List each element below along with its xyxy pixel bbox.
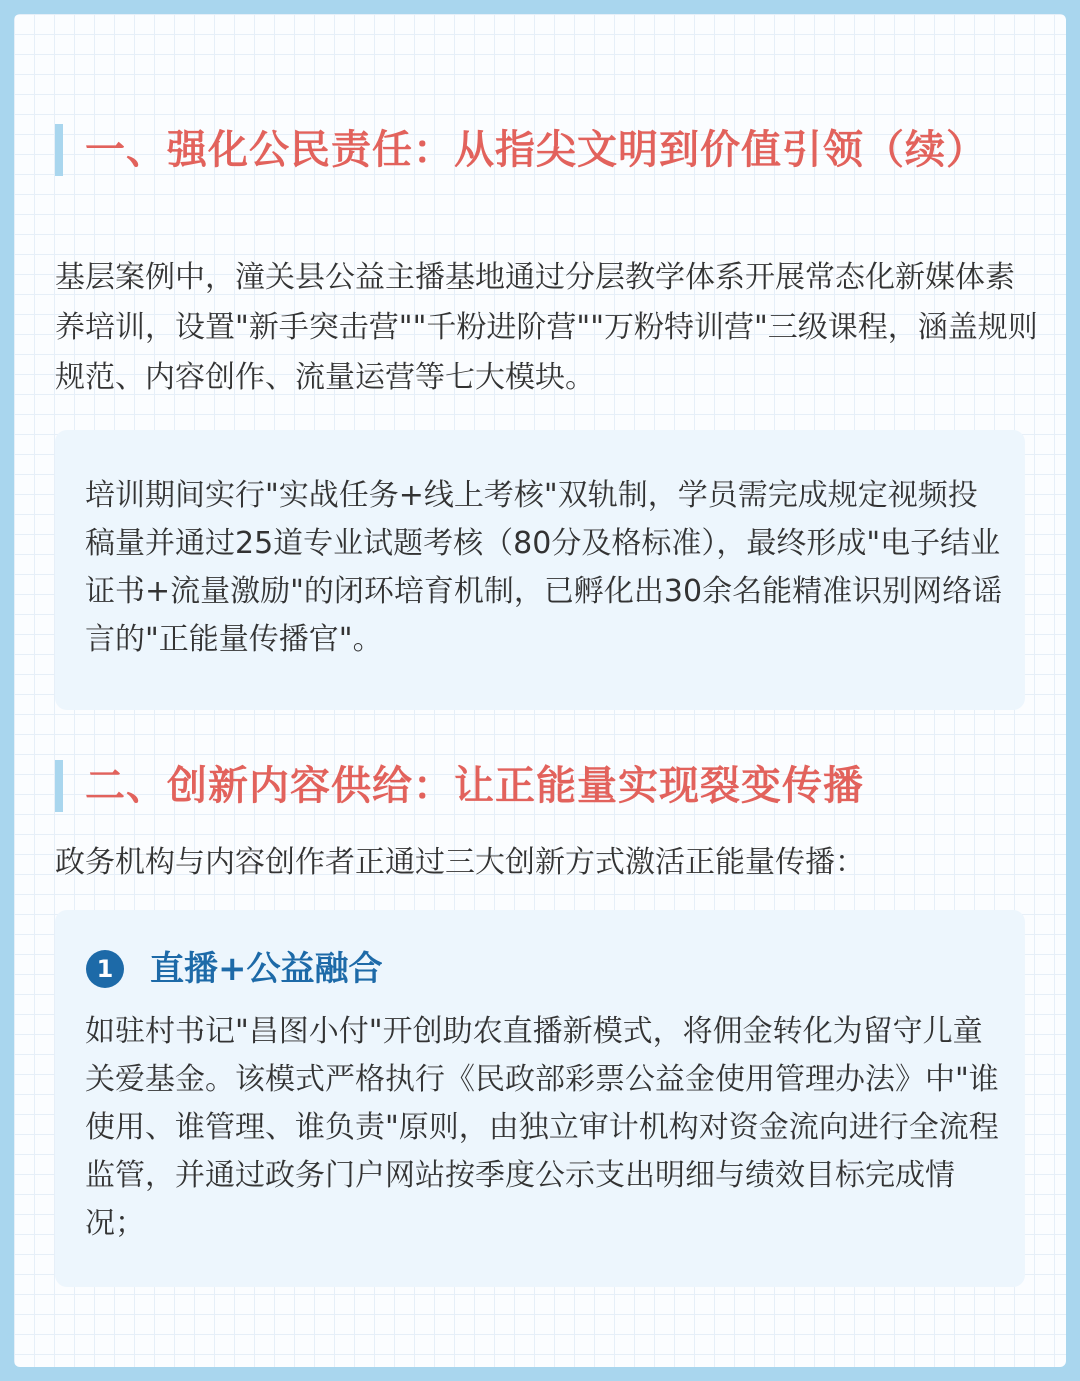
section1-heading: 一、强化公民责任：从指尖文明到价值引领（续）: [55, 124, 1045, 176]
section2-intro: 政务机构与内容创作者正通过三大创新方式激活正能量传播：: [55, 845, 865, 880]
item1-title: 直播+公益融合: [150, 949, 383, 989]
item1-body: 如驻村书记"昌图小付"开创助农直播新模式，将佣金转化为留守儿童关爱基金。该模式严格执行《民政部彩票公益金使用管理办法》中"谁使用、谁管理、谁负责"原则，由独立审计机构对资金流向进行全流程监管，并通过政务门户网站按季度公示支出明细与绩效目标完成情况；: [85, 1014, 999, 1241]
section1-callout-text: 培训期间实行"实战任务+线上考核"双轨制，学员需完成规定视频投稿量并通过25道专业试题考核（80分及格标准），最终形成"电子结业证书+流量激励"的闭环培育机制，已孵化出30余名能精准识别网络谣言的"正能量传播官"。: [85, 478, 1003, 657]
section1-intro: 基层案例中，潼关县公益主播基地通过分层教学体系开展常态化新媒体素养培训，设置"新手突击营""千粉进阶营""万粉特训营"三级课程，涵盖规则规范、内容创作、流量运营等七大模块。: [55, 260, 1038, 395]
section2-heading: 二、创新内容供给：让正能量实现裂变传播: [55, 760, 1045, 812]
item-number-badge: 1: [86, 950, 124, 988]
